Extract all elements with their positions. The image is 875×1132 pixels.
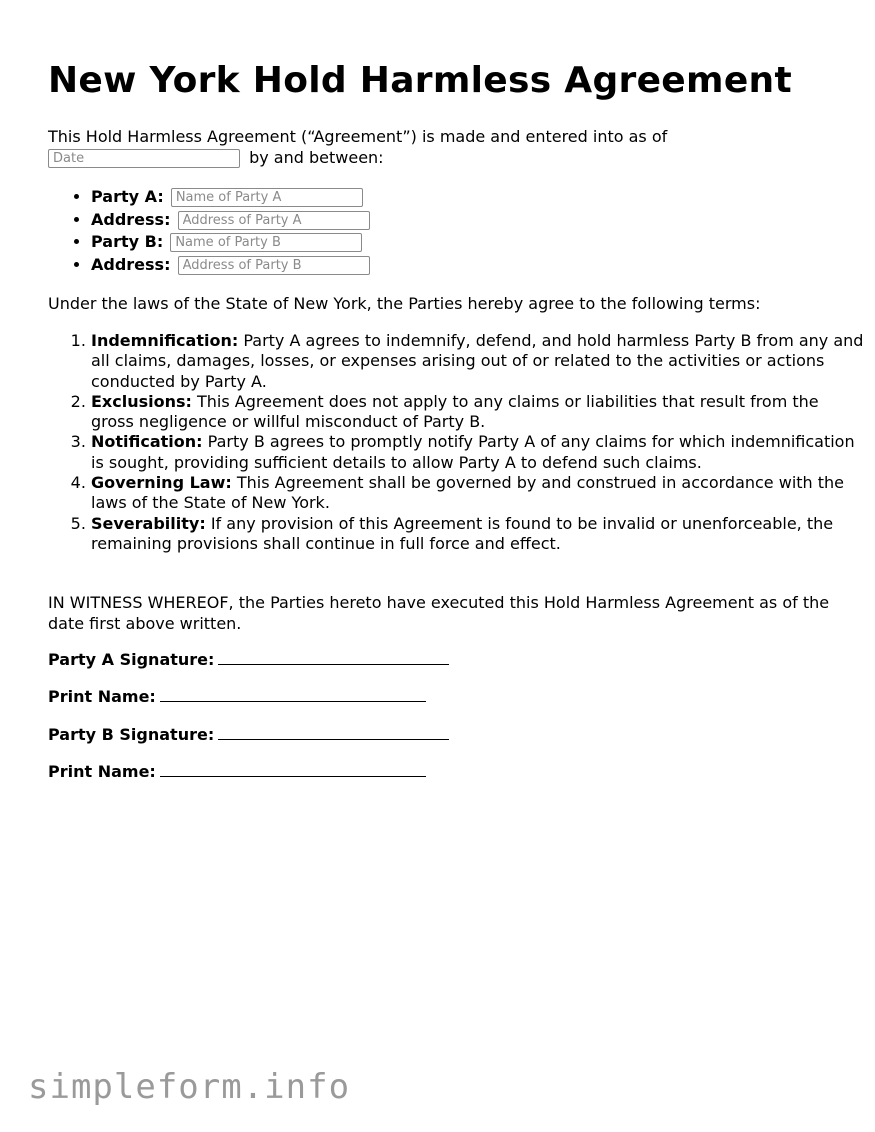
party-a-print-line[interactable] [160,687,426,702]
party-a-address-input[interactable] [178,211,370,230]
party-b-print-row [48,762,426,781]
party-b-signature-label: Party B Signature: [48,725,215,744]
list-item [91,231,370,254]
term-heading: Indemnification: [91,331,239,350]
intro-text: This Hold Harmless Agreement (“Agreement”) is made and entered into as of [48,127,668,146]
term-heading: Governing Law: [91,473,232,493]
party-a-signature-line[interactable] [218,650,449,665]
watermark: simpleform.info [28,1067,351,1107]
party-a-name-input[interactable] [171,188,363,207]
intro-paragraph [48,126,838,168]
term-heading: Severability: [91,513,206,533]
party-list [48,186,370,276]
term-text: This Agreement does not apply to any claims or liabilities that result from the gross negligence or willful misconduct of Party B. [91,391,819,432]
term-severability [91,514,866,555]
under-laws-text: Under the laws of the State of New York, the Parties hereby agree to the following terms: [48,294,761,313]
party-b-name-input[interactable] [170,233,362,252]
party-b-print-line[interactable] [160,762,426,777]
intro-text-after: by and between: [249,148,384,167]
party-b-label: Party B: [91,232,164,251]
page-title: New York Hold Harmless Agreement [48,60,792,101]
party-b-address-label: Address: [91,254,171,274]
term-text: This Agreement shall be governed by and construed in accordance with the laws of the State of New York. [91,473,845,513]
term-text: Party A agrees to indemnify, defend, and hold harmless Party B from any and all claims, damages, losses, or expenses arising out of or related to the activities or actions conducted by Party A. [91,331,864,391]
terms-list [48,331,866,554]
term-governing-law [91,473,866,514]
term-text: If any provision of this Agreement is found to be invalid or unenforceable, the remaining provisions shall continue in full force and effect. [91,513,834,553]
party-b-signature-row [48,725,449,744]
party-a-signature-row [48,650,449,669]
witness-paragraph: IN WITNESS WHEREOF, the Parties hereto have executed this Hold Harmless Agreement as of the date first above written. [48,593,830,633]
party-b-address-input[interactable] [178,256,370,275]
party-a-print-label: Print Name: [48,687,156,706]
list-item [91,186,370,209]
term-indemnification [91,331,866,392]
date-input[interactable] [48,149,240,168]
party-b-signature-line[interactable] [218,725,449,740]
list-item [91,209,370,232]
term-heading: Notification: [91,432,203,452]
list-item [91,254,370,277]
party-a-address-label: Address: [91,209,171,229]
term-heading: Exclusions: [91,391,192,411]
party-a-label: Party A: [91,187,164,206]
term-text: Party B agrees to promptly notify Party A of any claims for which indemnification is sought, providing sufficient details to allow Party A to defend such claims. [91,432,855,472]
party-b-print-label: Print Name: [48,762,156,781]
term-exclusions [91,392,866,433]
party-a-signature-label: Party A Signature: [48,650,215,669]
term-notification [91,432,866,473]
party-a-print-row [48,687,426,706]
